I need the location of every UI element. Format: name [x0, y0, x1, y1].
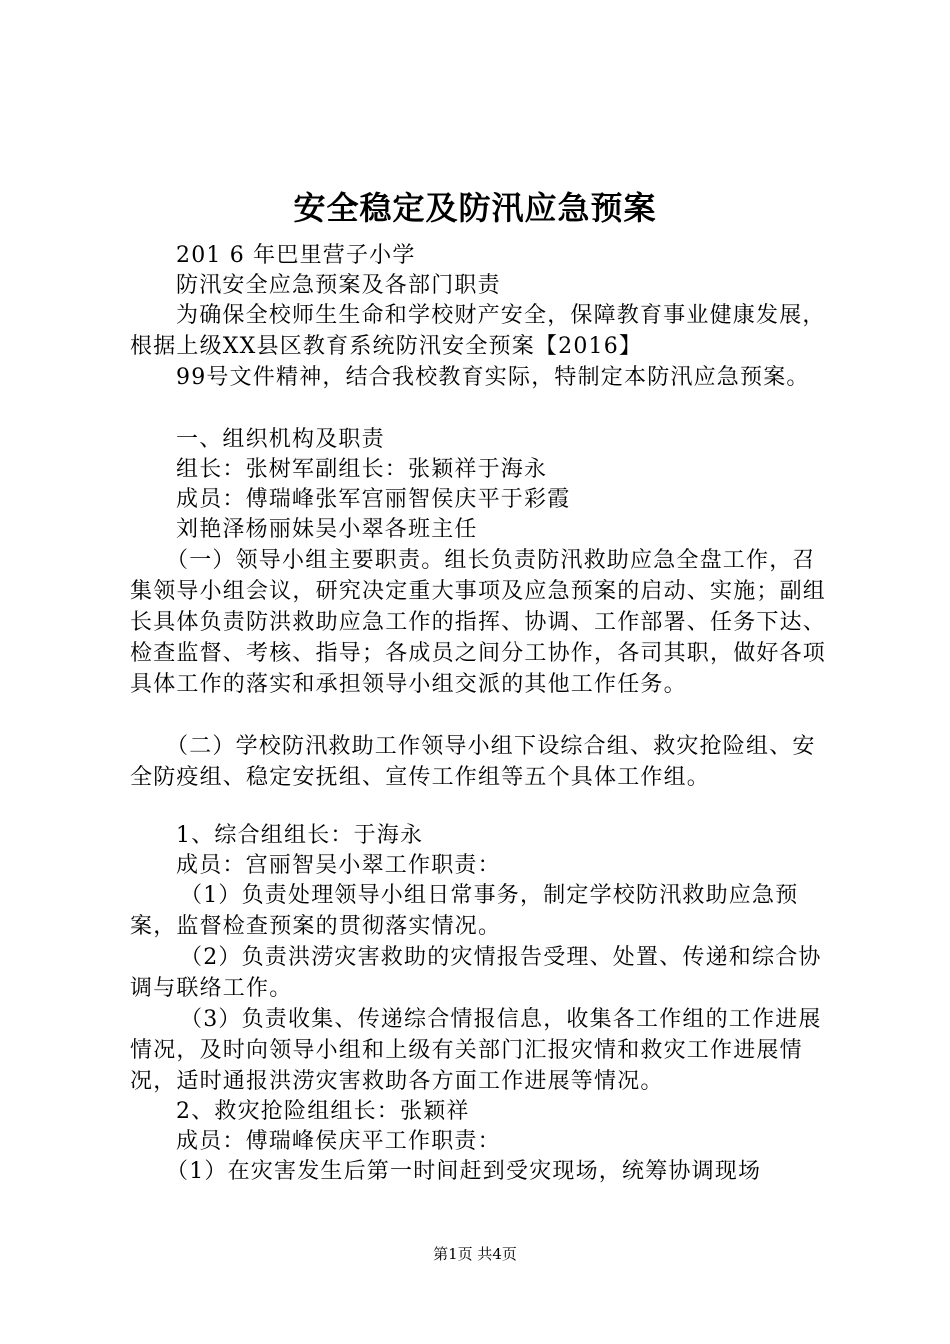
- paragraph-general-duty-1: （1）负责处理领导小组日常事务，制定学校防汛救助应急预案，监督检查预案的贯彻落实情况。: [130, 883, 799, 939]
- paragraph-rescue-duty-1: （1）在灾害发生后第一时间赶到受灾现场，统筹协调现场: [166, 1159, 762, 1184]
- paragraph-duty-1: （一）领导小组主要职责。组长负责防汛救助应急全盘工作，召集领导小组会议，研究决定重大事项及应急预案的启动、实施；副组长具体负责防洪救助应急工作的指挥、协调、工作部署、任务下达、检查监督、考核、指导；各成员之间分工协作，各司其职，做好各项具体工作的落实和承担领导小组交派的其他工作任务。: [130, 548, 827, 697]
- page-number: 第1页 共4页: [433, 1245, 517, 1263]
- heading-organization: 一、组织机构及职责: [176, 427, 385, 452]
- paragraph-members: 成员：傅瑞峰张军宫丽智侯庆平于彩霞: [176, 487, 571, 512]
- paragraph-subtitle: 防汛安全应急预案及各部门职责: [176, 273, 501, 298]
- paragraph-intro: 为确保全校师生生命和学校财产安全，保障教育事业健康发展，根据上级XX县区教育系统防汛安全预案【2016】: [130, 303, 826, 359]
- paragraph-general-duty-3: （3）负责收集、传递综合情报信息，收集各工作组的工作进展情况，及时向领导小组和上级有关部门汇报灾情和救灾工作进展情况，适时通报洪涝灾害救助各方面工作进展等情况。: [130, 1007, 822, 1094]
- paragraph-members-cont: 刘艳泽杨丽妹吴小翠各班主任: [176, 517, 478, 542]
- heading-general-group: 1、综合组组长：于海永: [176, 823, 424, 848]
- paragraph-school-year: 201 6 年巴里营子小学: [176, 243, 416, 268]
- paragraph-rescue-members: 成员：傅瑞峰侯庆平工作职责：: [176, 1129, 501, 1154]
- document-title: 安全稳定及防汛应急预案: [293, 189, 657, 227]
- paragraph-general-members: 成员：宫丽智吴小翠工作职责：: [176, 853, 501, 878]
- paragraph-duty-2: （二）学校防汛救助工作领导小组下设综合组、救灾抢险组、安全防疫组、稳定安抚组、宣传工作组等五个具体工作组。: [130, 734, 816, 790]
- paragraph-general-duty-2: （2）负责洪涝灾害救助的灾情报告受理、处置、传递和综合协调与联络工作。: [130, 945, 822, 1001]
- paragraph-intro-cont: 99号文件精神，结合我校教育实际，特制定本防汛应急预案。: [176, 365, 810, 390]
- heading-rescue-group: 2、救灾抢险组组长：张颖祥: [176, 1099, 470, 1124]
- paragraph-leaders: 组长：张树军副组长：张颖祥于海永: [176, 457, 548, 482]
